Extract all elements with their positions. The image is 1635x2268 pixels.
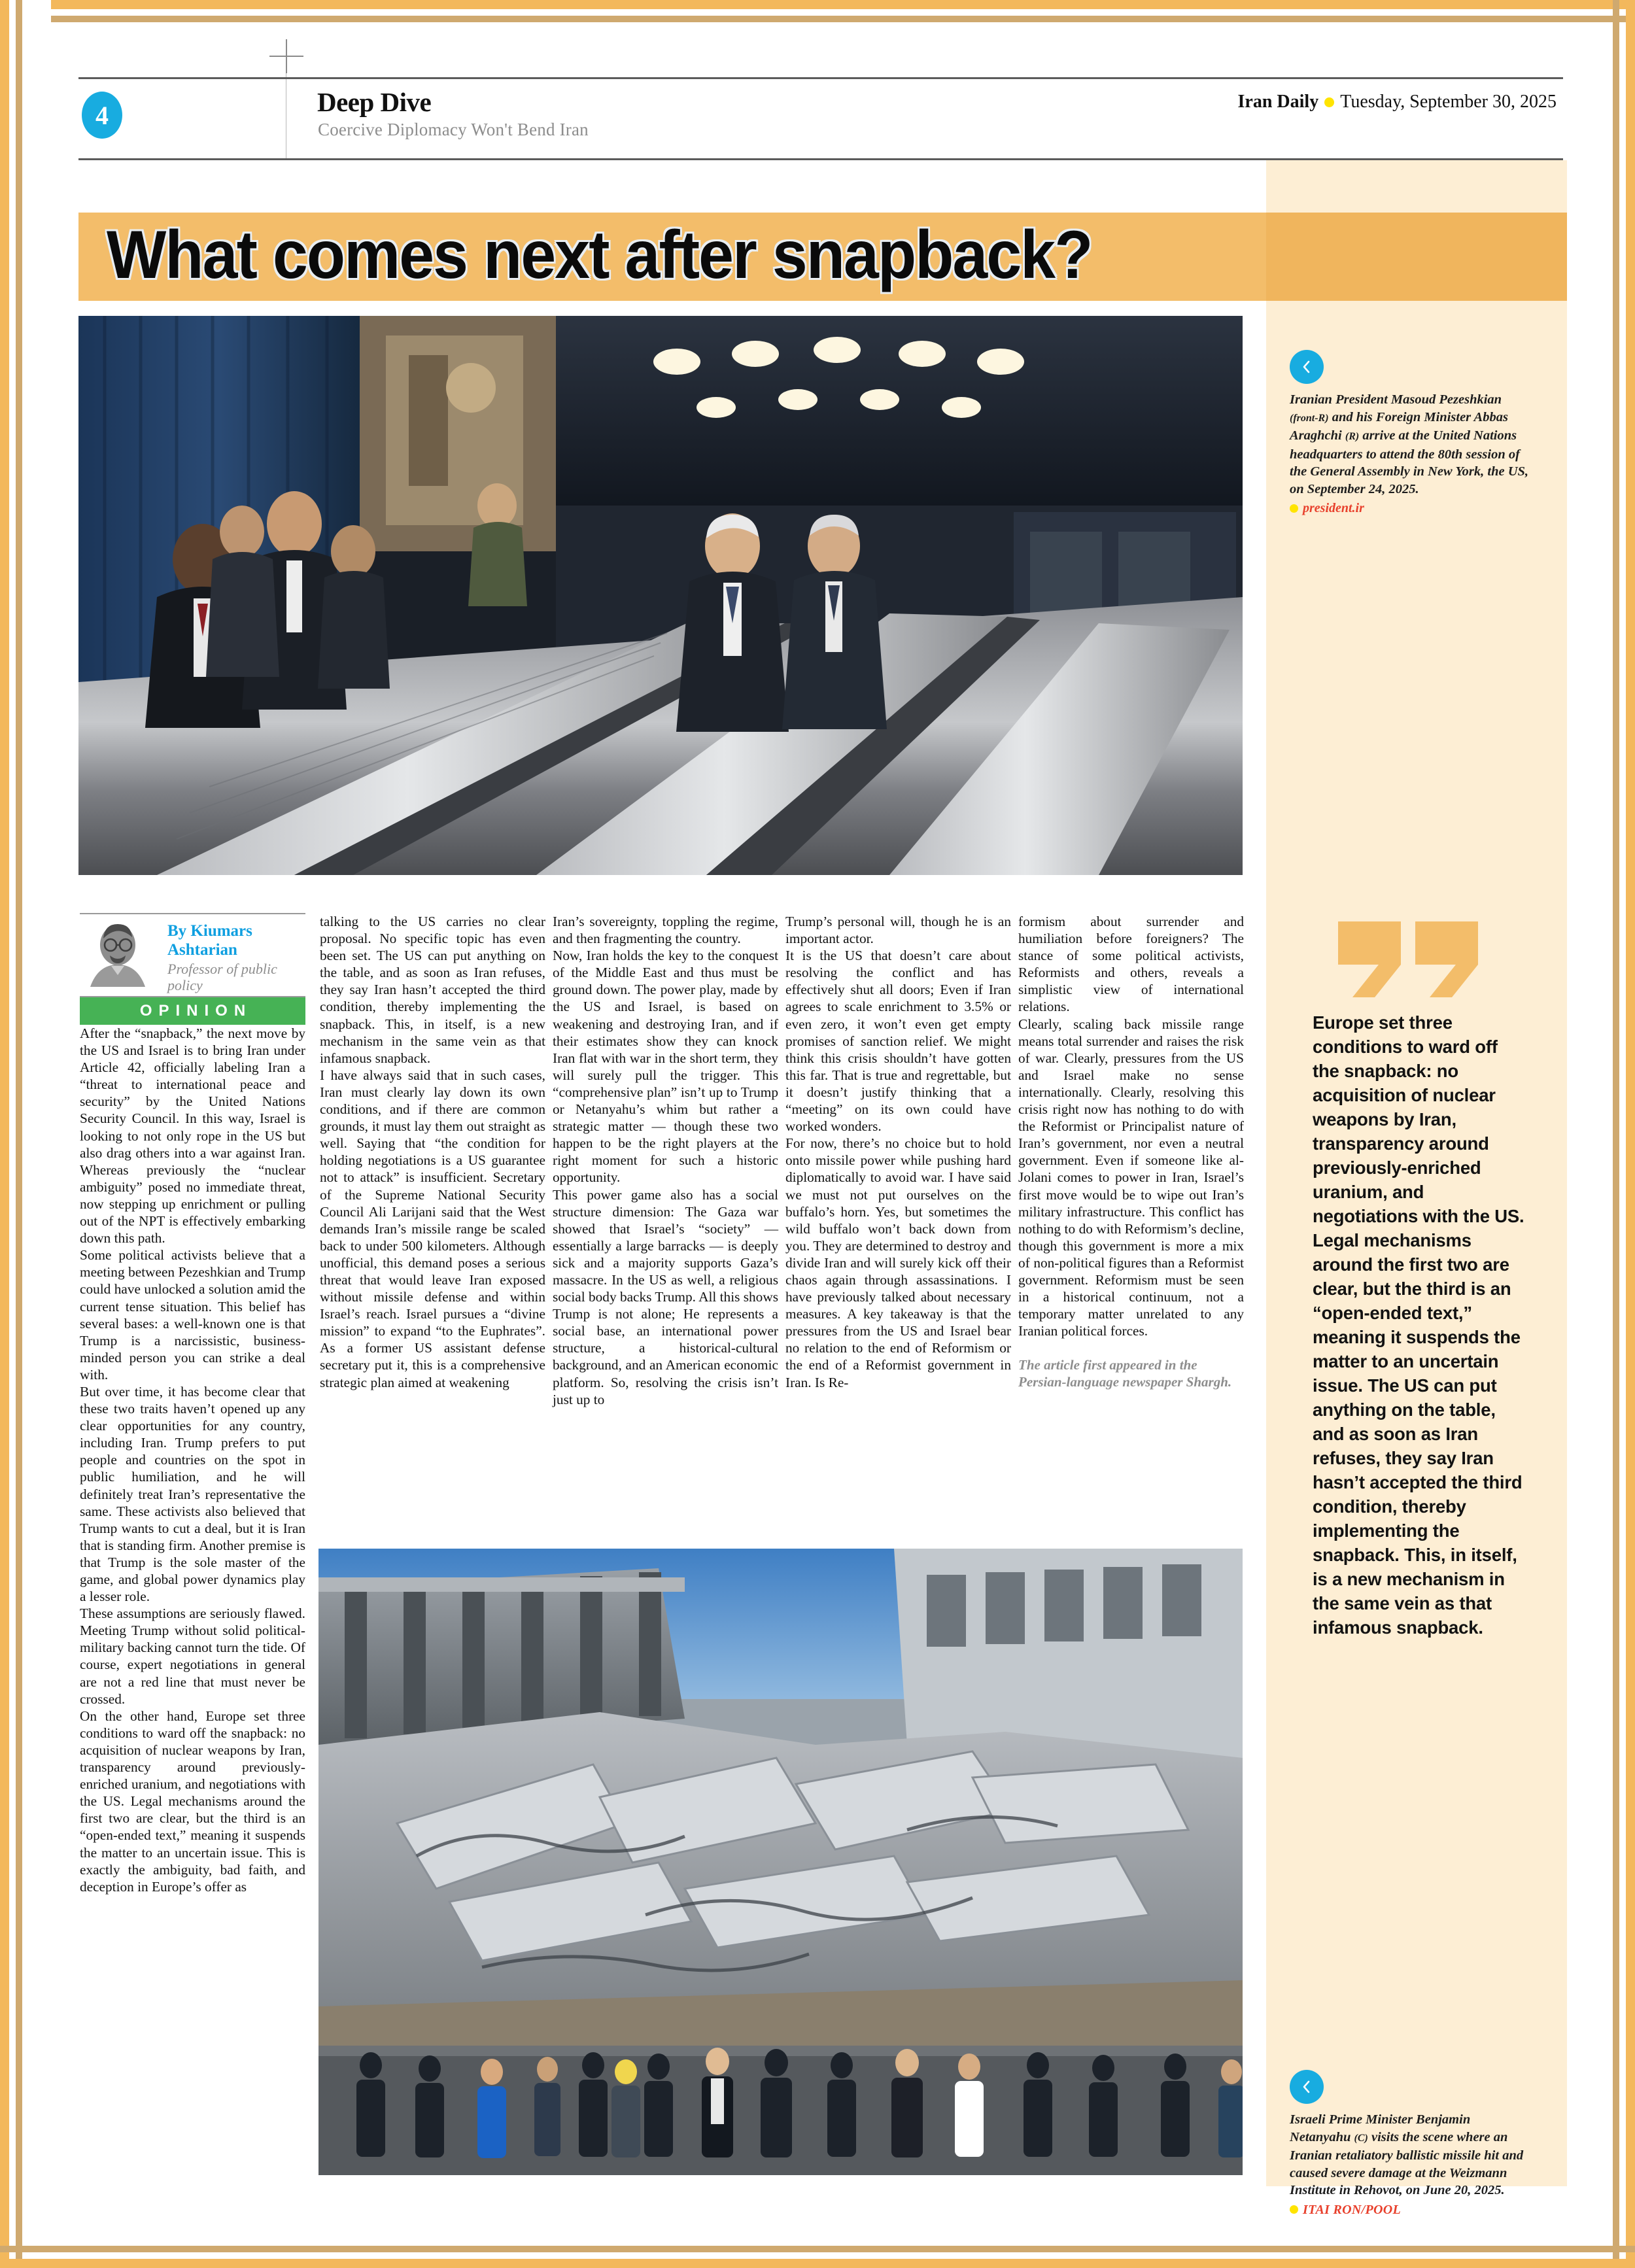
page-border-left	[0, 0, 9, 2268]
chevron-left-icon[interactable]	[1290, 350, 1324, 384]
page-border-right-inner	[1613, 0, 1619, 2268]
page-number-label: 4	[95, 100, 109, 130]
pull-quote-text: Europe set three conditions to ward off the snapback: no acquisition of nuclear weapons by Iran, transparency around previously-enriched uranium, and negotiations with the US. Legal mechanisms around the first two are clear, but the third is an “open-ended text,” meaning it suspends the matter to an uncertain issue. The US can put anything on the table, and as soon as Iran refuses, they say Iran hasn’t accepted the third condition, thereby implementing the snapback. This, in itself, is a new mechanism in the same vein as that infamous snapback.	[1313, 1012, 1524, 1638]
photo-un-arrival	[78, 316, 1243, 875]
page-border-left-gap	[9, 0, 16, 2268]
photo-weizmann-damage	[318, 1549, 1243, 2175]
credit-label: ITAI RON/POOL	[1303, 2202, 1402, 2217]
page-border-bottom	[0, 2259, 1635, 2268]
masthead-rule-top	[78, 77, 1563, 79]
opinion-label: OPINION	[139, 1002, 252, 1020]
photo-credit-bottom	[1290, 2201, 1532, 2219]
article-text-2: talking to the US carries no clear proposal. No specific topic has even been set. The US can put anything on the table, and as soon as Iran refuses, they say Iran hasn’t accepted the third condition, thereby implementing the snapback. This, in itself, is a new mechanism in the same vein as that infamous snapback. I have always said that in such cases, Iran must clearly lay down its own conditions, and if there are common grounds, it must lay them out straight as well. Saying that “the condition for holding negotiations is a US guarantee not to attack” is insufficient. Secretary of the Supreme National Security Council Ali Larijani said that the West demands Iran’s missile range be scaled back to under 500 kilometers. Although unofficial, this demand poses a serious threat that would leave Iran exposed without missile defense and within Israel’s reach. Israel pursues a “divine mission” to expand “to the Euphrates”. As a former US assistant defense secretary put it, this is a comprehensive strategic plan aimed at weakening	[320, 914, 545, 1390]
photo-caption-bottom	[1290, 2070, 1532, 2218]
caption-text-2: and his Foreign Minister Abbas Araghchi	[1290, 409, 1508, 443]
bullet-dot-icon	[1290, 2205, 1298, 2214]
byline-divider-top	[80, 913, 305, 914]
photo-caption-top	[1290, 350, 1532, 517]
caption-text-2: visits the scene where an Iranian retaliatory ballistic missile hit and caused severe damage at the Weizmann Institute in Rehovot, on June 20, 2025.	[1290, 2129, 1524, 2197]
article-text-3: Iran’s sovereignty, toppling the regime, and then fragmenting the country. Now, Iran holds the key to the conquest of the Middle East and thus must be ground down. The power play, made by the US and Israel, is based on weakening and destroying Iran, and if their estimates show they can knock Iran flat with war in the short term, they will surely pull the trigger. This “comprehensive plan” isn’t up to Trump or Netanyahu’s whim but rather a strategic matter — though these two happen to be the right players at the right moment for such a historic opportunity. This power game also has a social structure dimension: The Gaza war showed that Israel’s “society” — essentially a large barracks — is deeply sick and a majority supports Gaza’s massacre. In the US as well, a religious social body backs Trump. All this shows Trump is not alone; He represents a social base, an international power structure, a historical-cultural background, and an American economic platform. So, resolving the crisis isn’t just up to	[553, 914, 778, 1407]
page-border-right	[1626, 0, 1635, 2268]
quote-mark-icon	[1334, 919, 1485, 1001]
caption-paren-1: (front-R)	[1290, 412, 1329, 424]
author-role: Professor of public policy	[167, 961, 277, 993]
brand-name: Iran Daily	[1237, 92, 1319, 112]
page-border-top-inner	[0, 16, 1635, 22]
article-source-note: The article first appeared in the Persian-language newspaper Shargh.	[1018, 1357, 1232, 1390]
chevron-left-icon[interactable]	[1290, 2070, 1324, 2104]
page-border-bottom-inner	[0, 2246, 1635, 2252]
photo-credit-top	[1290, 500, 1532, 517]
article-text-5: formism about surrender and humiliation before foreigners? The stance of some political activists, Reformists and others, reveals a simplistic view of international relations. Clearly, scaling back missile range means total surrender and raises the risk of war. Clearly, pressures from the US and Israel make no sense internationally. Clearly, resolving this crisis right now has nothing to do with the Reformist or Principalist nature of Iran’s government, nor even a neutral government. Even if someone like al-Jolani comes to power in Iran, Israel’s first move would be to wipe out Iran’s military infrastructure. This conflict has nothing to do with Reformism’s decline, though this government is more a mix of non-political figures than a Reformist government. Reformism must be seen in a historical continuum, not a temporary matter unrelated to any Iranian political forces.	[1018, 914, 1244, 1339]
article-column-1	[80, 1025, 305, 1895]
caption-text-1: Israeli Prime Minister Benjamin Netanyahu	[1290, 2112, 1471, 2144]
publication-date: Tuesday, September 30, 2025	[1340, 92, 1557, 112]
article-column-2	[320, 913, 545, 1391]
masthead-brand-date	[1238, 92, 1557, 112]
crop-mark-icon	[269, 56, 303, 57]
page-border-top	[0, 0, 1635, 9]
headline-band-right	[1266, 213, 1567, 301]
opinion-badge	[80, 997, 305, 1025]
article-headline: What comes next after snapback?	[107, 217, 1092, 293]
page-number-badge	[82, 92, 122, 139]
section-kicker: Coercive Diplomacy Won't Bend Iran	[318, 120, 589, 139]
bullet-dot-icon	[1324, 97, 1334, 107]
caption-text-3: arrive at the United Nations headquarters to attend the 80th session of the General Assembly in New York, the US, on September 24, 2025.	[1290, 428, 1529, 496]
article-column-3	[553, 913, 778, 1408]
page-title: Deep Dive	[317, 87, 432, 117]
caption-paren-1: (C)	[1354, 2132, 1368, 2144]
caption-text-1: Iranian President Masoud Pezeshkian	[1290, 392, 1502, 407]
article-text-4: Trump’s personal will, though he is an important actor. It is the US that doesn’t care about resolving the conflict and has effectively shut all doors; Even if Iran agrees to scale enrichment to 3.5% or even zero, it won’t even get empty promises of sanction relief. We might think this crisis shouldn’t have gotten this far. That is true and regrettable, but it doesn’t justify thinking that a “meeting” on its own could have worked wonders. For now, there’s no choice but to hold onto missile power while pushing hard diplomatically to avoid war. I have said we must not put ourselves on the buffalo’s horn. Yes, but sometimes the wild buffalo won’t back down from you. They are determined to destroy and divide Iran and will surely kick off their chaos again through assassinations. I have previously talked about necessary measures. A key takeaway is that the pressures from the US and Israel bear no relation to the end of Reformism or the end of a Reformist government in Iran. Is Re-	[785, 914, 1011, 1390]
author-name: By Kiumars Ashtarian	[167, 922, 252, 959]
bullet-dot-icon	[1290, 504, 1298, 513]
article-text-1: After the “snapback,” the next move by the US and Israel is to bring Iran under Article 42, officially labeling Iran a “threat to international peace and security” by the United Nations Security Council. In this way, Israel is looking to not only rope in the US but also drag others into a war against Iran. Whereas previously the “nuclear ambiguity” posed no immediate threat, now stepping up enrichment or pulling out of the NPT is effectively embarking down this path. Some political activists believe that a meeting between Pezeshkian and Trump could have unlocked a solution amid the current tense situation. This belief has several bases: a well-known one is that Trump is a narcissistic, business-minded person you can strike a deal with. But over time, it has become clear that these two traits haven’t opened up any clear opportunities for any country, including Iran. Trump prefers to put people and countries on the spot in public humiliation, and he will definitely treat Iran’s representative the same. These activists also believed that Trump wants to cut a deal, but it is Iran that is standing firm. Another premise is that Trump is the sole master of the game, and global power dynamics play a lesser role. These assumptions are seriously flawed. Meeting Trump without solid political-military backing cannot turn the tide. Of course, expert negotiations in general are not a red line that must never be crossed. On the other hand, Europe set three conditions to ward off the snapback: no acquisition of nuclear weapons by Iran, transparency around previously-enriched uranium, and negotiations with the US. Legal mechanisms around the first two are clear, but the third is an “open-ended text,” meaning it suspends the matter to an uncertain issue. This is exactly the ambiguity, bad faith, and deception in Europe’s offer as	[80, 1025, 305, 1895]
masthead-rule-bottom	[78, 158, 1563, 160]
article-column-5	[1018, 913, 1244, 1390]
page-border-left-pad	[22, 0, 51, 2268]
credit-label: president.ir	[1303, 501, 1364, 515]
page-border-left-inner	[16, 0, 22, 2268]
caption-paren-2: (R)	[1345, 431, 1360, 442]
author-avatar	[80, 919, 160, 987]
article-column-4	[785, 913, 1011, 1391]
byline-block	[80, 913, 305, 1025]
